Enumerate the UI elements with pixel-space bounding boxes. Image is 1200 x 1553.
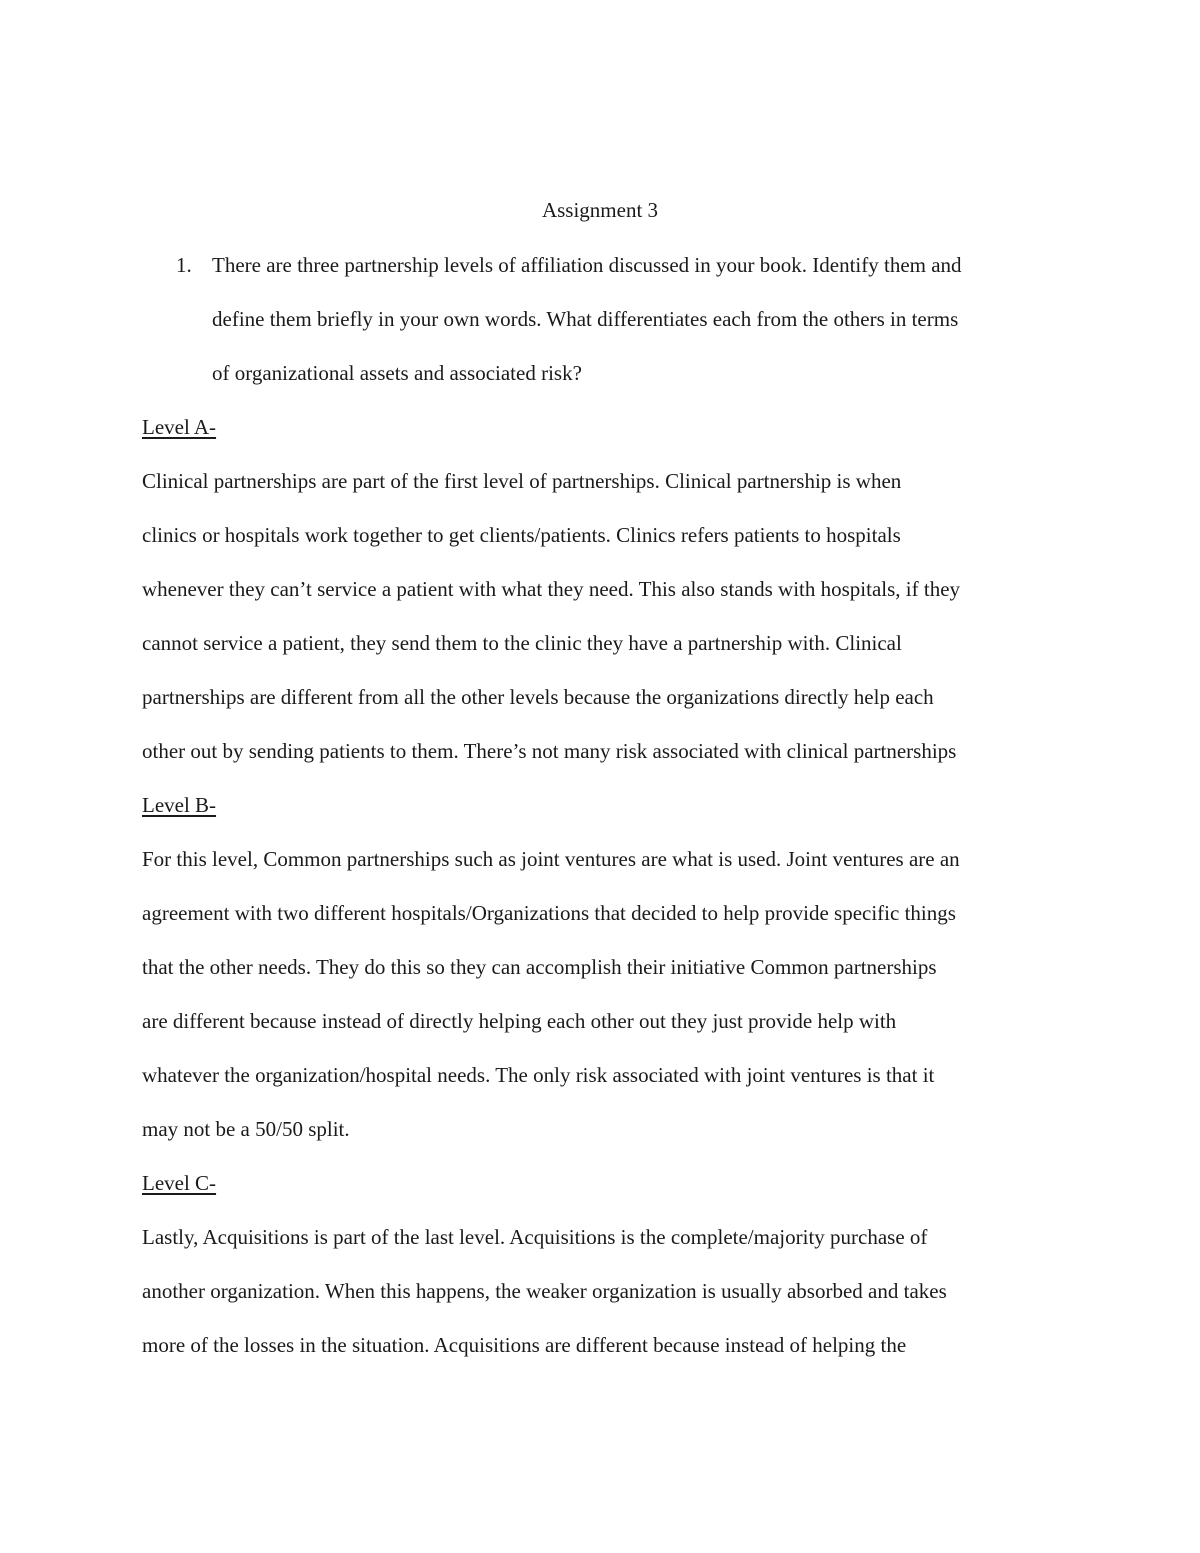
paragraph-line: that the other needs. They do this so they can accomplish their initiative Common partnerships bbox=[142, 955, 937, 979]
paragraph-line: may not be a 50/50 split. bbox=[142, 1117, 350, 1141]
section-heading-level-b: Level B- bbox=[142, 793, 217, 817]
paragraph-line: For this level, Common partnerships such as joint ventures are what is used. Joint ventures are an bbox=[142, 847, 960, 871]
paragraph-line: more of the losses in the situation. Acquisitions are different because instead of helping the bbox=[142, 1333, 907, 1357]
paragraph-line: agreement with two different hospitals/Organizations that decided to help provide specific things bbox=[142, 901, 956, 925]
paragraph-line: cannot service a patient, they send them to the clinic they have a partnership with. Clinical bbox=[142, 631, 902, 655]
question-line: define them briefly in your own words. What differentiates each from the others in terms bbox=[212, 307, 959, 331]
question-number: 1. bbox=[176, 253, 192, 277]
paragraph-line: other out by sending patients to them. There’s not many risk associated with clinical partnerships bbox=[142, 739, 957, 763]
paragraph-line: Clinical partnerships are part of the first level of partnerships. Clinical partnership is when bbox=[142, 469, 902, 493]
paragraph-line: clinics or hospitals work together to get clients/patients. Clinics refers patients to hospitals bbox=[142, 523, 901, 547]
section-heading-level-a: Level A- bbox=[142, 415, 217, 439]
question-line: of organizational assets and associated risk? bbox=[212, 361, 582, 385]
paragraph-line: whenever they can’t service a patient with what they need. This also stands with hospitals, if they bbox=[142, 577, 961, 601]
paragraph-line: partnerships are different from all the other levels because the organizations directly help each bbox=[142, 685, 934, 709]
paragraph-line: Lastly, Acquisitions is part of the last level. Acquisitions is the complete/majority purchase of bbox=[142, 1225, 928, 1249]
paragraph-line: another organization. When this happens, the weaker organization is usually absorbed and takes bbox=[142, 1279, 947, 1303]
question-line: There are three partnership levels of affiliation discussed in your book. Identify them and bbox=[212, 253, 962, 277]
paragraph-line: whatever the organization/hospital needs. The only risk associated with joint ventures is that it bbox=[142, 1063, 935, 1087]
section-heading-level-c: Level C- bbox=[142, 1171, 217, 1195]
paragraph-line: are different because instead of directly helping each other out they just provide help with bbox=[142, 1009, 897, 1033]
document-title: Assignment 3 bbox=[541, 198, 659, 222]
